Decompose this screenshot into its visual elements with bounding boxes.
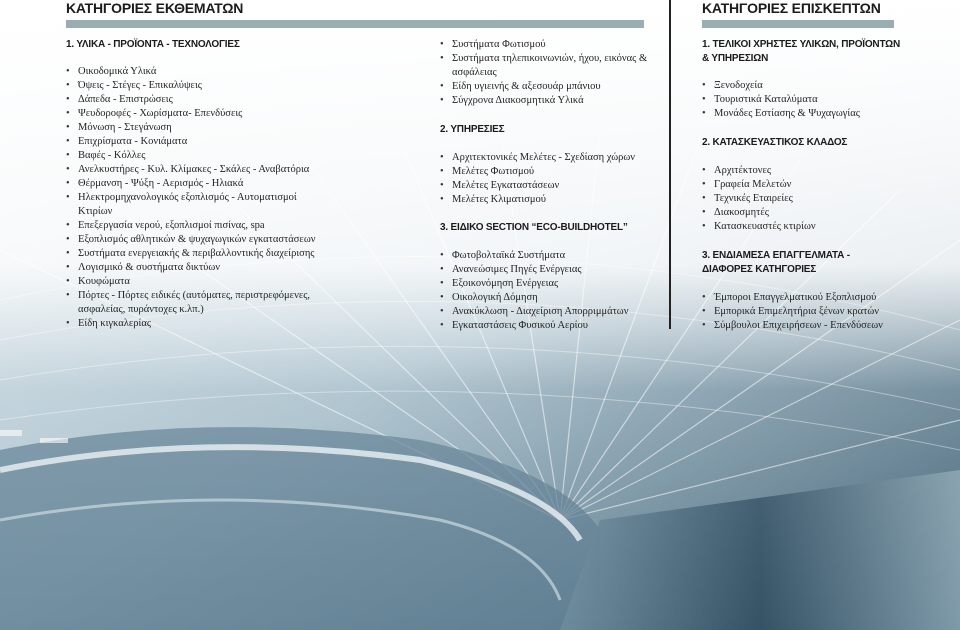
materials-list-continued [440,38,655,108]
exhibit-categories-header: ΚΑΤΗΓΟΡΙΕΣ ΕΚΘΕΜΑΤΩΝ [66,0,244,16]
list-item: • Βαφές - Κόλλες [66,149,326,163]
list-item: • Τουριστικά Καταλύματα [702,93,922,107]
list-item: • Θέρμανση - Ψύξη - Αερισμός - Ηλιακά [66,177,326,191]
list-item: • Ηλεκτρομηχανολογικός εξοπλισμός - Αυτοματισμοί Κτιρίων [66,191,326,219]
list-item: • Είδη κιγκαλερίας [66,317,326,331]
list-item: • Μόνωση - Στεγάνωση [66,121,326,135]
list-item: • Διακοσμητές [702,206,922,220]
list-item: • Κουφώματα [66,275,326,289]
materials-list [66,65,326,331]
section-title-intermediate-professions: 3. ΕΝΔΙΑΜΕΣΑ ΕΠΑΓΓΕΛΜΑΤΑ - ΔΙΑΦΟΡΕΣ ΚΑΤΗΓΟΡΙΕΣ [702,250,850,275]
section-title-construction-sector: 2. ΚΑΤΑΣΚΕΥΑΣΤΙΚΟΣ ΚΛΑΔΟΣ [702,137,848,148]
list-item: • Ψευδοροφές - Χωρίσματα- Επενδύσεις [66,107,326,121]
list-item: • Επεξεργασία νερού, εξοπλισμοί πισίνας, spa [66,219,326,233]
section-title-materials: 1. ΥΛΙΚΑ - ΠΡΟΪΟΝΤΑ - ΤΕΧΝΟΛΟΓΙΕΣ [66,39,240,50]
list-item: • Ανακύκλωση - Διαχείριση Απορριμμάτων [440,305,655,319]
construction-sector-list [702,164,922,234]
list-item: • Αρχιτεκτονικές Μελέτες - Σχεδίαση χώρων [440,151,655,165]
list-item: • Συστήματα Φωτισμού [440,38,655,52]
column-divider [669,0,671,329]
section-title-end-users: 1. ΤΕΛΙΚΟΙ ΧΡΗΣΤΕΣ ΥΛΙΚΩΝ, ΠΡΟΪΟΝΤΩΝ & ΥΠΗΡΕΣΙΩΝ [702,39,901,64]
list-item: • Κατασκευαστές κτιρίων [702,220,922,234]
intermediate-professions-list [702,291,922,333]
services-list [440,151,655,207]
list-item: • Γραφεία Μελετών [702,178,922,192]
list-item: • Λογισμικό & συστήματα δικτύων [66,261,326,275]
list-item: • Οικοδομικά Υλικά [66,65,326,79]
list-item: • Εμπορικά Επιμελητήρια ξένων κρατών [702,305,922,319]
exhibit-header-bar [66,20,644,28]
list-item: • Μελέτες Κλιματισμού [440,193,655,207]
list-item: • Ξενοδοχεία [702,79,922,93]
list-item: • Έμποροι Επαγγελματικού Εξοπλισμού [702,291,922,305]
list-item: • Σύμβουλοι Επιχειρήσεων - Επενδύσεων [702,319,922,333]
list-item: • Σύγχρονα Διακοσμητικά Υλικά [440,94,655,108]
list-item: • Μελέτες Φωτισμού [440,165,655,179]
section-title-eco-buildhotel: 3. ΕΙΔΙΚΟ SECTION “ECO-BUILDHOTEL” [440,222,628,233]
list-item: • Τεχνικές Εταιρείες [702,192,922,206]
list-item: • Είδη υγιεινής & αξεσουάρ μπάνιου [440,80,655,94]
list-item: • Εξοικονόμηση Ενέργειας [440,277,655,291]
list-item: • Εγκαταστάσεις Φυσικού Αερίου [440,319,655,333]
section-title-services: 2. ΥΠΗΡΕΣΙΕΣ [440,124,505,135]
list-item: • Οικολογική Δόμηση [440,291,655,305]
list-item: • Δάπεδα - Επιστρώσεις [66,93,326,107]
list-item: • Συστήματα ενεργειακής & περιβαλλοντικής διαχείρισης [66,247,326,261]
end-users-list [702,79,922,121]
list-item: • Μονάδες Εστίασης & Ψυχαγωγίας [702,107,922,121]
list-item: • Όψεις - Στέγες - Επικαλύψεις [66,79,326,93]
list-item: • Συστήματα τηλεπικοινωνιών, ήχου, εικόνας & ασφάλειας [440,52,655,80]
eco-buildhotel-list [440,249,655,333]
visitor-categories-header: ΚΑΤΗΓΟΡΙΕΣ ΕΠΙΣΚΕΠΤΩΝ [702,0,881,16]
list-item: • Ανανεώσιμες Πηγές Ενέργειας [440,263,655,277]
list-item: • Μελέτες Εγκαταστάσεων [440,179,655,193]
list-item: • Εξοπλισμός αθλητικών & ψυχαγωγικών εγκαταστάσεων [66,233,326,247]
visitor-header-bar [702,20,894,28]
list-item: • Πόρτες - Πόρτες ειδικές (αυτόματες, περιστρεφόμενες, ασφαλείας, πυράντοχες κ.λπ.) [66,289,326,317]
list-item: • Αρχιτέκτονες [702,164,922,178]
list-item: • Επιχρίσματα - Κονιάματα [66,135,326,149]
list-item: • Ανελκυστήρες - Κυλ. Κλίμακες - Σκάλες - Αναβατόρια [66,163,326,177]
list-item: • Φωτοβολταϊκά Συστήματα [440,249,655,263]
